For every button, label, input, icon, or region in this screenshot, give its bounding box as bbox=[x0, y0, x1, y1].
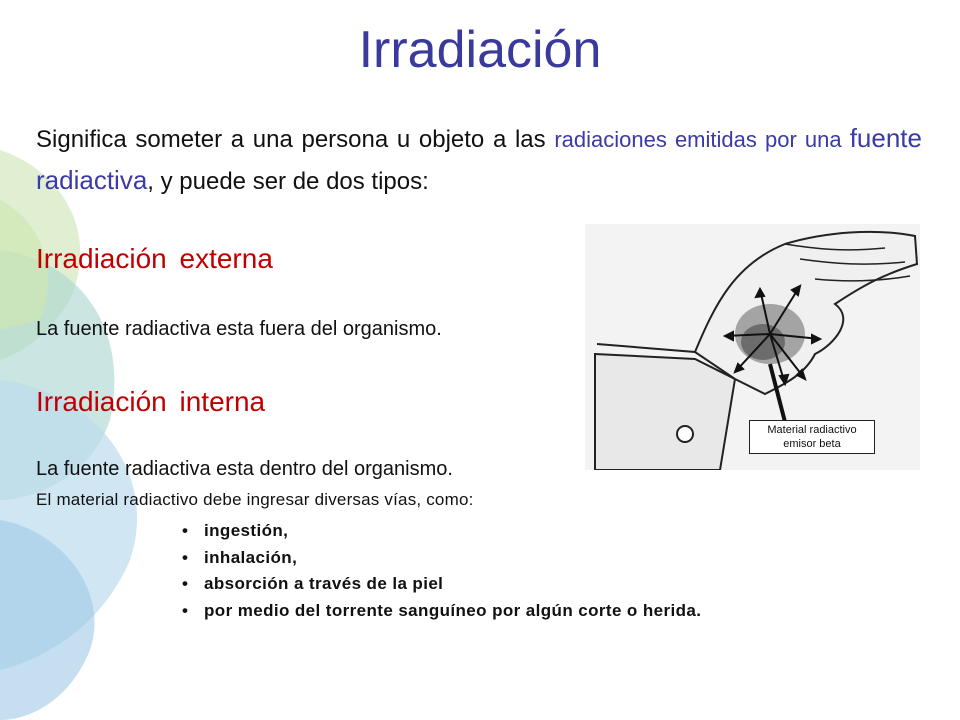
figure-label: Material radiactivo emisor beta bbox=[749, 420, 875, 454]
routes-intro: El material radiactivo debe ingresar diversas vías, como: bbox=[36, 490, 474, 509]
intro-highlight-radiaciones: radiaciones emitidas por una bbox=[554, 127, 850, 152]
list-item: • por medio del torrente sanguíneo por algún corte o herida. bbox=[182, 600, 702, 620]
list-item: • inhalación, bbox=[182, 547, 298, 567]
slide-title: Irradiación bbox=[358, 21, 602, 79]
internal-heading: Irradiación interna bbox=[36, 386, 266, 417]
internal-text: La fuente radiactiva esta dentro del organismo. bbox=[36, 458, 453, 480]
intro-text-part1: Significa someter a una persona u objeto a las bbox=[36, 126, 555, 153]
external-text: La fuente radiactiva esta fuera del organismo. bbox=[36, 318, 442, 340]
hand-radiation-illustration bbox=[585, 224, 920, 470]
external-heading: Irradiación externa bbox=[36, 243, 273, 274]
intro-highlight-fuente: fuente radiactiva bbox=[36, 123, 922, 195]
routes-list bbox=[180, 518, 701, 624]
list-item: • ingestión, bbox=[182, 521, 289, 540]
list-item: • absorción a través de la piel bbox=[182, 574, 444, 593]
intro-text-part4: , y puede ser de dos tipos: bbox=[147, 168, 429, 195]
intro-paragraph bbox=[36, 118, 922, 202]
